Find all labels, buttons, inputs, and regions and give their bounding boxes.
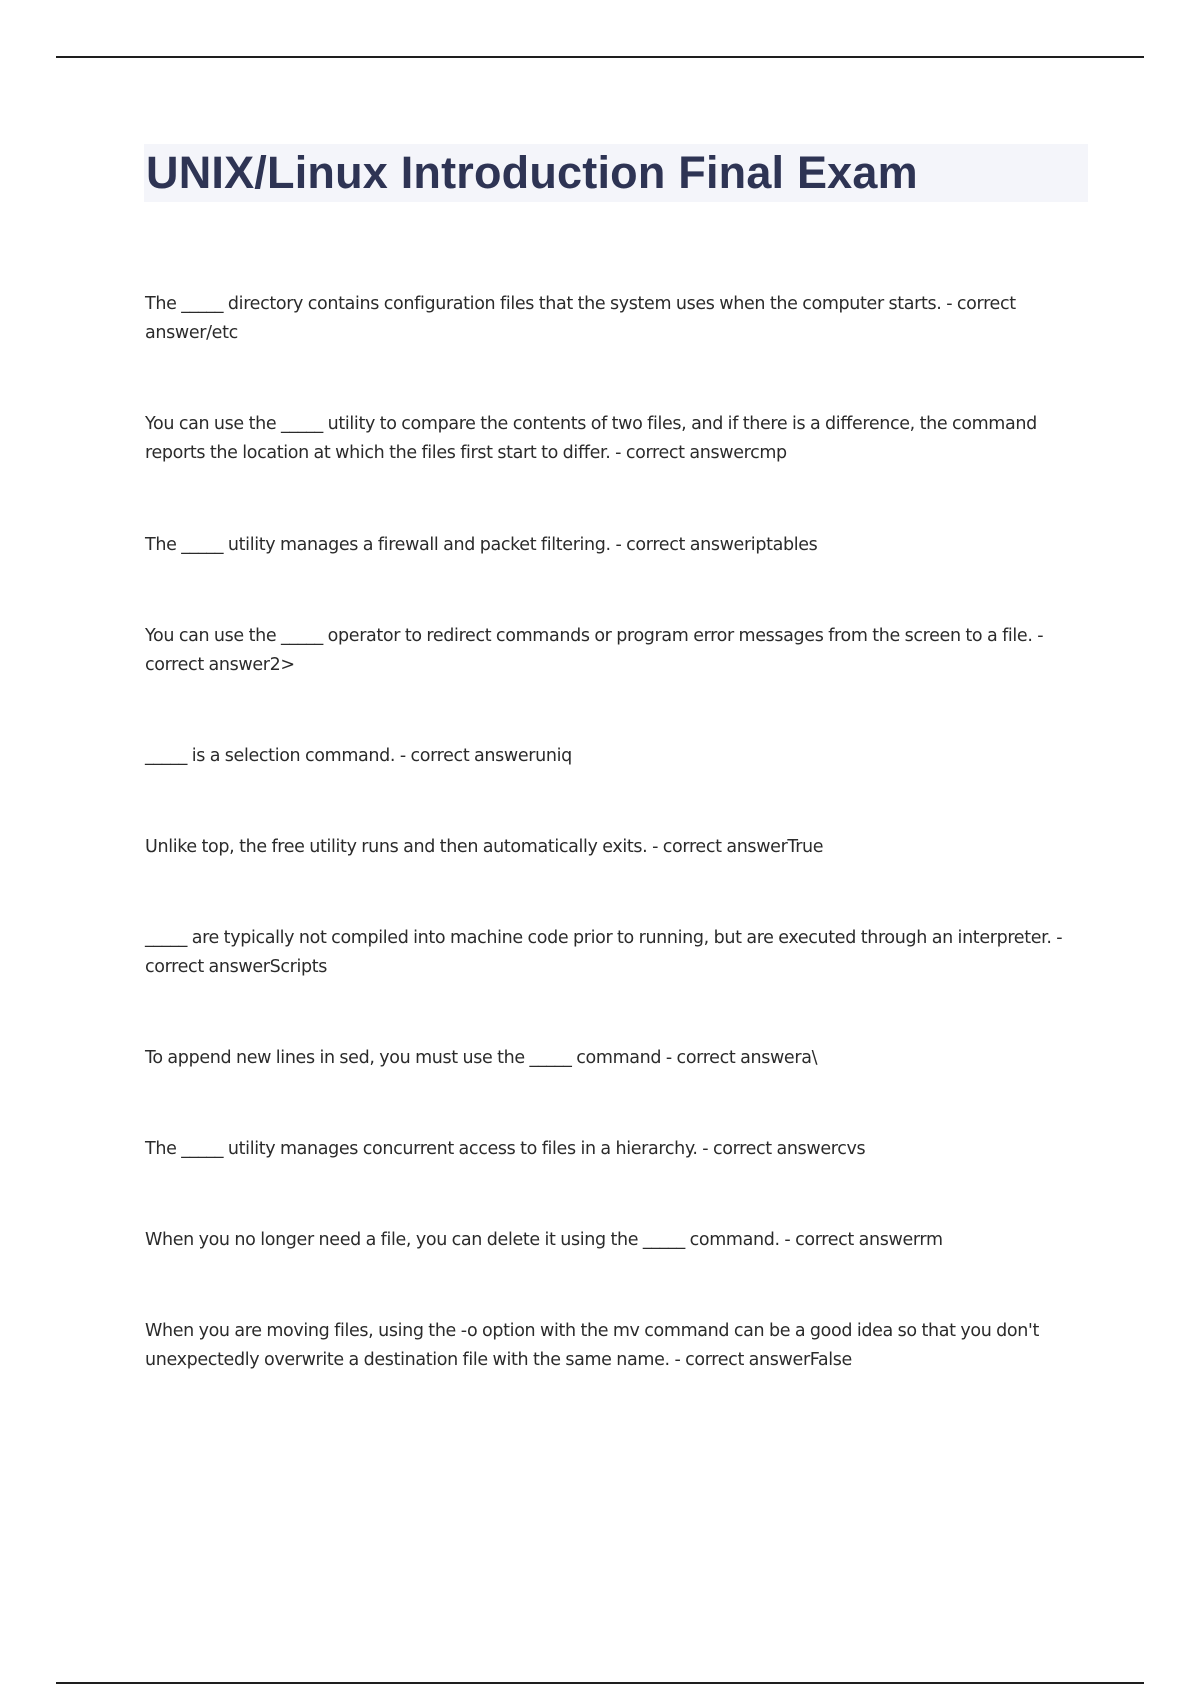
question-item: You can use the _____ operator to redirect commands or program error messages from the screen to a file. - correct answer2> xyxy=(145,626,1044,675)
question-item: You can use the _____ utility to compare the contents of two files, and if there is a difference, the command reports the location at which the files first start to differ. - correct answercmp xyxy=(145,414,1037,463)
question-item: Unlike top, the free utility runs and then automatically exits. - correct answerTrue xyxy=(145,837,824,857)
question-item: _____ is a selection command. - correct answeruniq xyxy=(145,746,572,766)
question-item: The _____ utility manages a firewall and packet filtering. - correct answeriptables xyxy=(145,535,818,555)
footer-rule xyxy=(56,1682,1144,1684)
page-title: UNIX/Linux Introduction Final Exam xyxy=(146,147,918,198)
header-rule xyxy=(56,56,1144,58)
question-item: To append new lines in sed, you must use the _____ command - correct answera\ xyxy=(145,1048,818,1068)
question-item: The _____ directory contains configuration files that the system uses when the computer starts. - correct answer/etc xyxy=(145,294,1016,343)
question-item: When you are moving files, using the -o option with the mv command can be a good idea so that you don't unexpectedly overwrite a destination file with the same name. - correct answerFalse xyxy=(145,1321,1039,1370)
question-item: When you no longer need a file, you can delete it using the _____ command. - correct answerrm xyxy=(145,1230,943,1250)
question-item: The _____ utility manages concurrent access to files in a hierarchy. - correct answercvs xyxy=(145,1139,866,1159)
question-item: _____ are typically not compiled into machine code prior to running, but are executed through an interpreter. - correct answerScripts xyxy=(145,928,1063,977)
